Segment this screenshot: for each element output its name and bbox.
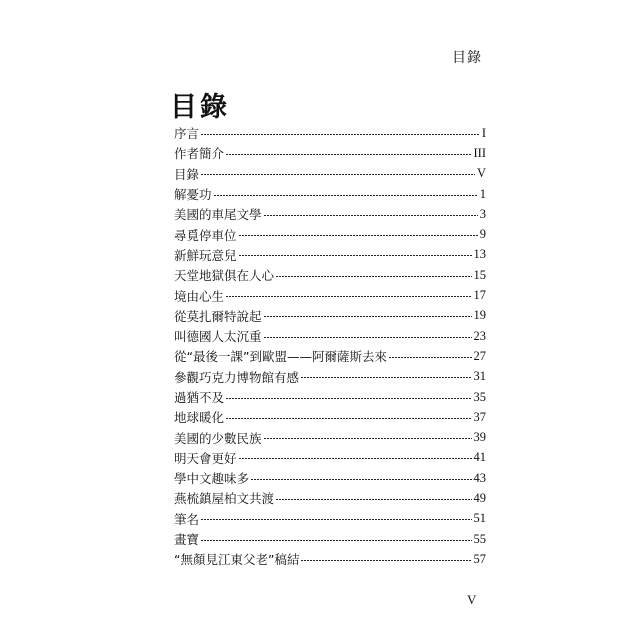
toc-entry bbox=[174, 184, 486, 204]
toc-entry-page: 19 bbox=[473, 308, 486, 323]
toc-entry-title: “無顏見江東父老”稿結 bbox=[174, 552, 300, 568]
toc-entry-page: 55 bbox=[473, 531, 486, 546]
toc-leader-dots bbox=[226, 154, 471, 155]
toc-entry bbox=[174, 346, 486, 366]
toc-entry-title: 參觀巧克力博物館有感 bbox=[174, 369, 300, 385]
toc-entry-page: 57 bbox=[473, 551, 486, 566]
toc-entry bbox=[174, 427, 486, 447]
toc-entry-title: 叫德國人太沉重 bbox=[174, 329, 262, 345]
toc-entry-page: 15 bbox=[473, 267, 486, 282]
toc-leader-dots bbox=[214, 195, 478, 196]
toc-entry-title: 地球暖化 bbox=[174, 410, 225, 426]
toc-entry-title: 畫寶 bbox=[174, 532, 200, 548]
toc-entry-page: 51 bbox=[473, 511, 486, 526]
toc-entry-page: 13 bbox=[473, 247, 486, 262]
toc-entry bbox=[174, 143, 486, 163]
toc-entry-page: 3 bbox=[479, 206, 486, 221]
toc-entry bbox=[174, 387, 486, 407]
toc-entry-page: 1 bbox=[479, 186, 486, 201]
toc-leader-dots bbox=[264, 337, 472, 338]
toc-entry-title: 從莫扎爾特說起 bbox=[174, 308, 262, 324]
toc-entry-page: 9 bbox=[479, 227, 486, 242]
toc-entry bbox=[174, 306, 486, 326]
toc-leader-dots bbox=[201, 134, 480, 135]
toc-entry bbox=[174, 204, 486, 224]
toc-entry-title: 明天會更好 bbox=[174, 450, 237, 466]
toc-entry bbox=[174, 529, 486, 549]
toc-entry-title: 美國的少數民族 bbox=[174, 430, 262, 446]
toc-entry-page: III bbox=[473, 145, 486, 160]
toc-entry bbox=[174, 326, 486, 346]
toc-leader-dots bbox=[201, 174, 475, 175]
toc-entry bbox=[174, 164, 486, 184]
toc-entry-page: 43 bbox=[473, 470, 486, 485]
toc-entry-title: 解憂功 bbox=[174, 187, 212, 203]
toc-leader-dots bbox=[301, 560, 471, 561]
toc-entry bbox=[174, 224, 486, 244]
running-header: 目錄 bbox=[452, 50, 482, 66]
toc-entry bbox=[174, 468, 486, 488]
toc-entry bbox=[174, 265, 486, 285]
toc-entry-page: I bbox=[481, 125, 486, 140]
page-number: V bbox=[467, 592, 477, 607]
toc-entry-title: 序言 bbox=[174, 126, 200, 142]
toc-entry-page: 31 bbox=[473, 369, 486, 384]
toc-leader-dots bbox=[239, 458, 472, 459]
toc-leader-dots bbox=[226, 296, 471, 297]
toc-entry-title: 境由心生 bbox=[174, 288, 225, 304]
toc-entry-page: 37 bbox=[473, 409, 486, 424]
toc-leader-dots bbox=[301, 377, 471, 378]
toc-entry-page: 39 bbox=[473, 430, 486, 445]
toc-entry-title: 學中文趣味多 bbox=[174, 471, 250, 487]
toc-entry-page: 27 bbox=[473, 348, 486, 363]
toc-leader-dots bbox=[264, 316, 472, 317]
toc-entry-title: 新鮮玩意兒 bbox=[174, 247, 237, 263]
toc-leader-dots bbox=[201, 519, 471, 520]
toc-entry-page: 17 bbox=[473, 288, 486, 303]
toc-entry-title: 尋覓停車位 bbox=[174, 227, 237, 243]
toc-entry-page: V bbox=[476, 166, 486, 181]
toc-entry bbox=[174, 285, 486, 305]
page-title: 目錄 bbox=[170, 92, 230, 123]
toc-entry-page: 23 bbox=[473, 328, 486, 343]
toc-entry-page: 41 bbox=[473, 450, 486, 465]
toc-entry-title: 目錄 bbox=[174, 166, 200, 182]
toc-leader-dots bbox=[226, 398, 471, 399]
toc-entry-page: 35 bbox=[473, 389, 486, 404]
toc-entry-title: 燕梳鎮屋柏文共渡 bbox=[174, 491, 275, 507]
toc-leader-dots bbox=[276, 499, 471, 500]
toc-entry-page: 49 bbox=[473, 490, 486, 505]
toc-leader-dots bbox=[389, 357, 472, 358]
toc-entry-title: 從“最後一課”到歐盟——阿爾薩斯去來 bbox=[174, 349, 387, 365]
toc-entry bbox=[174, 448, 486, 468]
toc-leader-dots bbox=[264, 215, 478, 216]
toc-entry-title: 過猶不及 bbox=[174, 390, 225, 405]
toc-entry-title: 作者簡介 bbox=[174, 146, 225, 162]
toc-entry bbox=[174, 488, 486, 508]
toc-leader-dots bbox=[276, 276, 471, 277]
toc-entry bbox=[174, 245, 486, 265]
toc-leader-dots bbox=[201, 540, 471, 541]
toc-leader-dots bbox=[239, 235, 478, 236]
toc-entry bbox=[174, 407, 486, 427]
toc-entry bbox=[174, 549, 486, 569]
toc-entry bbox=[174, 123, 486, 143]
toc-leader-dots bbox=[239, 255, 472, 256]
toc-entry bbox=[174, 367, 486, 387]
toc-entry bbox=[174, 509, 486, 529]
toc-leader-dots bbox=[251, 479, 471, 480]
toc-leader-dots bbox=[264, 438, 472, 439]
toc-entry-title: 天堂地獄俱在人心 bbox=[174, 268, 275, 284]
table-of-contents bbox=[174, 123, 486, 570]
toc-entry-title: 美國的車尾文學 bbox=[174, 207, 262, 223]
toc-entry-title: 筆名 bbox=[174, 511, 200, 527]
toc-leader-dots bbox=[226, 418, 471, 419]
